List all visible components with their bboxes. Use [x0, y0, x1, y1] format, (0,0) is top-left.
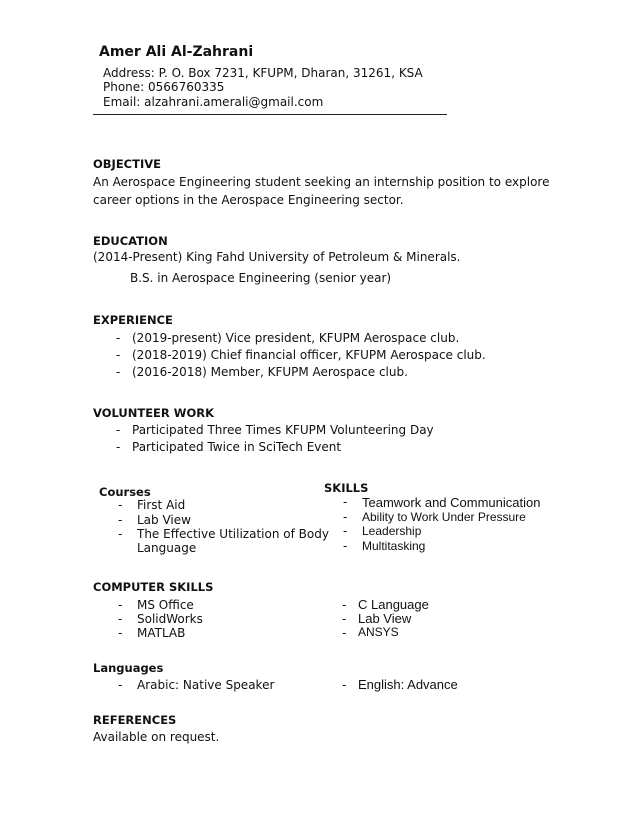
resume-name: Amer Ali Al-Zahrani: [99, 44, 254, 60]
list-bullet: -: [342, 612, 347, 626]
list-bullet: -: [118, 498, 123, 512]
list-bullet: -: [118, 612, 123, 626]
languages-heading: Languages: [93, 661, 164, 675]
list-bullet: -: [118, 598, 123, 612]
list-bullet: -: [118, 527, 123, 541]
list-bullet: -: [116, 365, 121, 379]
list-item: MATLAB: [137, 626, 186, 640]
list-bullet: -: [118, 626, 123, 640]
references-heading: REFERENCES: [93, 713, 177, 727]
address-text: Address: P. O. Box 7231, KFUPM, Dharan, 31261, KSA: [103, 66, 423, 80]
list-bullet: -: [118, 678, 123, 692]
education-line-2: B.S. in Aerospace Engineering (senior year): [130, 271, 392, 285]
list-bullet: -: [343, 495, 348, 509]
list-item: Leadership: [362, 524, 422, 538]
list-item: Ability to Work Under Pressure: [362, 510, 526, 524]
list-item: Teamwork and Communication: [362, 495, 541, 510]
list-item: English: Advance: [358, 677, 458, 692]
computer-skills-heading: COMPUTER SKILLS: [93, 580, 214, 594]
list-bullet: -: [342, 678, 347, 692]
list-item: C Language: [358, 597, 429, 612]
list-item: Participated Twice in SciTech Event: [132, 440, 342, 454]
list-item: (2019-present) Vice president, KFUPM Aerospace club.: [132, 331, 460, 345]
list-item: Participated Three Times KFUPM Volunteering Day: [132, 423, 434, 437]
list-bullet: -: [116, 440, 121, 454]
list-item: Multitasking: [362, 539, 426, 553]
list-item: MS Office: [137, 598, 194, 612]
list-bullet: -: [343, 510, 348, 524]
email-text: Email: alzahrani.amerali@gmail.com: [103, 95, 324, 109]
objective-line-2: career options in the Aerospace Engineering sector.: [93, 193, 404, 207]
list-item: The Effective Utilization of Body: [137, 527, 329, 541]
objective-line-1: An Aerospace Engineering student seeking an internship position to explore: [93, 175, 550, 189]
list-bullet: -: [343, 524, 348, 538]
list-item: SolidWorks: [137, 612, 203, 626]
list-item: Lab View: [358, 611, 412, 626]
references-text: Available on request.: [93, 730, 220, 744]
list-item: (2018-2019) Chief financial officer, KFUPM Aerospace club.: [132, 348, 486, 362]
list-bullet: -: [342, 598, 347, 612]
objective-heading: OBJECTIVE: [93, 157, 161, 171]
experience-heading: EXPERIENCE: [93, 313, 173, 327]
list-item: ANSYS: [358, 625, 399, 639]
volunteer-heading: VOLUNTEER WORK: [93, 406, 214, 420]
skills-heading: SKILLS: [324, 481, 369, 495]
header-divider: [93, 114, 447, 115]
list-bullet: -: [343, 539, 348, 553]
list-bullet: -: [116, 423, 121, 437]
list-bullet: -: [116, 331, 121, 345]
education-line-1: (2014-Present) King Fahd University of Petroleum & Minerals.: [93, 250, 461, 264]
list-item: First Aid: [137, 498, 186, 512]
education-heading: EDUCATION: [93, 234, 168, 248]
list-bullet: -: [342, 626, 347, 640]
list-item: Language: [137, 541, 197, 555]
courses-heading: Courses: [99, 485, 151, 499]
list-item: (2016-2018) Member, KFUPM Aerospace club.: [132, 365, 408, 379]
list-item: Arabic: Native Speaker: [137, 678, 275, 692]
list-bullet: -: [116, 348, 121, 362]
phone-text: Phone: 0566760335: [103, 80, 225, 94]
list-bullet: -: [118, 513, 123, 527]
list-item: Lab View: [137, 513, 191, 527]
